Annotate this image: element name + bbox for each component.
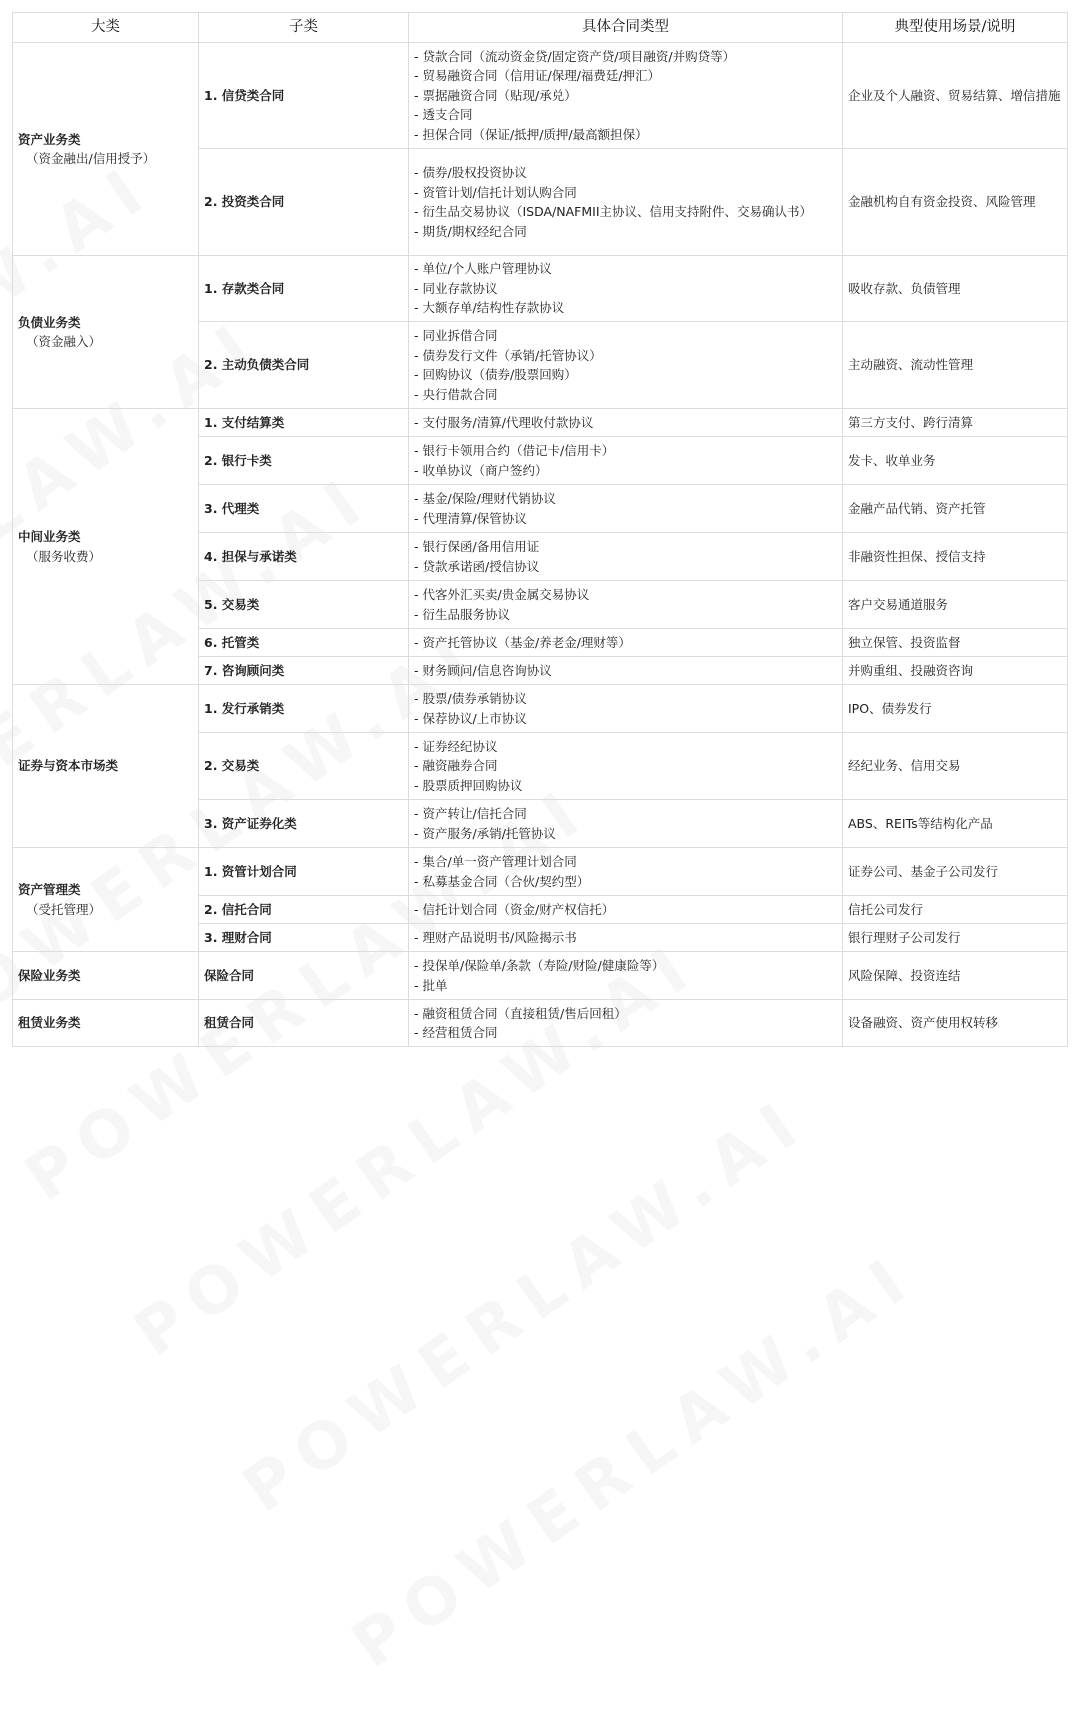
contract-type-item: - 资产转让/信托合同 (414, 806, 527, 821)
contract-types-cell (409, 848, 843, 896)
contract-type-item: - 代客外汇买卖/贵金属交易协议 (414, 587, 590, 602)
category-cell (13, 952, 199, 1000)
subcategory-cell: 1. 发行承销类 (199, 685, 409, 733)
subcategory-cell: 7. 咨询顾问类 (199, 657, 409, 685)
contract-types-cell (409, 924, 843, 952)
contract-type-item: - 同业拆借合同 (414, 328, 498, 343)
contract-type-item: - 融资融券合同 (414, 758, 498, 774)
contract-type-item: - 基金/保险/理财代销协议 (414, 491, 556, 506)
contract-types-cell (409, 629, 843, 657)
subcategory-cell: 1. 存款类合同 (199, 256, 409, 322)
subcategory-cell: 2. 交易类 (199, 733, 409, 800)
contract-type-item: - 贷款承诺函/授信协议 (414, 558, 540, 574)
header-category: 大类 (13, 13, 199, 43)
contract-type-item: - 资产服务/承销/托管协议 (414, 825, 556, 841)
subcategory-cell: 4. 担保与承诺类 (199, 533, 409, 581)
category-cell (13, 409, 199, 685)
subcategory-cell: 3. 资产证券化类 (199, 800, 409, 848)
subcategory-cell: 1. 资管计划合同 (199, 848, 409, 896)
table-row (13, 952, 1068, 1000)
usage-cell: 发卡、收单业务 (843, 437, 1068, 485)
contract-type-item: - 保荐协议/上市协议 (414, 710, 527, 726)
contract-type-item: - 单位/个人账户管理协议 (414, 261, 552, 277)
table-row (13, 685, 1068, 733)
contract-type-item: - 债券发行文件（承销/托管协议） (414, 347, 602, 363)
usage-cell: 第三方支付、跨行清算 (843, 409, 1068, 437)
contract-types-cell (409, 149, 843, 256)
category-name: 证券与资本市场类 (18, 758, 119, 774)
header-subcategory: 子类 (199, 13, 409, 43)
contract-types-cell (409, 685, 843, 733)
subcategory-cell: 3. 代理类 (199, 485, 409, 533)
contract-types-cell (409, 256, 843, 322)
table-row (13, 256, 1068, 322)
header-row (13, 13, 1068, 43)
category-cell (13, 1000, 199, 1047)
category-name: 资产业务类 (18, 131, 81, 147)
contract-type-item: - 财务顾问/信息咨询协议 (414, 662, 552, 678)
usage-cell: 主动融资、流动性管理 (843, 322, 1068, 409)
contract-type-item: - 银行卡领用合约（借记卡/信用卡） (414, 443, 615, 458)
category-cell (13, 256, 199, 409)
usage-cell: IPO、债券发行 (843, 685, 1068, 733)
category-cell (13, 43, 199, 256)
contract-type-item: - 担保合同（保证/抵押/质押/最高额担保） (414, 126, 648, 142)
category-note: （服务收费） (26, 548, 102, 564)
contract-type-item: - 贷款合同（流动资金贷/固定资产贷/项目融资/并购贷等） (414, 48, 736, 64)
contract-type-item: - 贸易融资合同（信用证/保理/福费廷/押汇） (414, 68, 661, 84)
usage-cell: 企业及个人融资、贸易结算、增信措施 (843, 43, 1068, 149)
contract-type-item: - 融资租赁合同（直接租赁/售后回租） (414, 1005, 627, 1021)
contract-types-cell (409, 896, 843, 924)
table-row (13, 43, 1068, 149)
subcategory-cell: 2. 主动负债类合同 (199, 322, 409, 409)
contract-type-item: - 投保单/保险单/条款（寿险/财险/健康险等） (414, 958, 665, 973)
contract-type-item: - 透支合同 (414, 107, 473, 123)
category-name: 中间业务类 (18, 529, 81, 544)
table-row (13, 1000, 1068, 1047)
contract-type-item: - 收单协议（商户签约） (414, 462, 548, 478)
subcategory-cell: 2. 银行卡类 (199, 437, 409, 485)
contract-type-item: - 回购协议（债券/股票回购） (414, 367, 577, 382)
category-name: 保险业务类 (18, 967, 81, 983)
category-name: 资产管理类 (18, 882, 81, 897)
category-name: 租赁业务类 (18, 1015, 81, 1031)
contract-type-item: - 股票质押回购协议 (414, 777, 523, 793)
contract-type-item: - 集合/单一资产管理计划合同 (414, 854, 577, 869)
contract-types-cell (409, 409, 843, 437)
header-contract-types: 具体合同类型 (409, 13, 843, 43)
category-cell (13, 685, 199, 848)
contract-type-item: - 衍生品交易协议（ISDA/NAFMII主协议、信用支持附件、交易确认书） (414, 204, 813, 219)
contract-types-cell (409, 485, 843, 533)
contract-type-item: - 证券经纪协议 (414, 738, 498, 754)
contract-type-item: - 票据融资合同（贴现/承兑） (414, 87, 577, 103)
contract-type-item: - 经营租赁合同 (414, 1025, 498, 1040)
contract-type-item: - 衍生品服务协议 (414, 606, 510, 622)
usage-cell: 金融产品代销、资产托管 (843, 485, 1068, 533)
usage-cell: 设备融资、资产使用权转移 (843, 1000, 1068, 1047)
usage-cell: 吸收存款、负债管理 (843, 256, 1068, 322)
contract-type-item: - 股票/债券承销协议 (414, 691, 527, 706)
contract-type-item: - 央行借款合同 (414, 386, 498, 402)
table-row (13, 848, 1068, 896)
header-usage: 典型使用场景/说明 (843, 13, 1068, 43)
contract-types-table (12, 12, 1068, 1047)
contract-types-cell (409, 1000, 843, 1047)
category-note: （资金融入） (26, 334, 102, 349)
contract-type-item: - 资产托管协议（基金/养老金/理财等） (414, 634, 631, 650)
subcategory-cell: 保险合同 (199, 952, 409, 1000)
usage-cell: 信托公司发行 (843, 896, 1068, 924)
category-note: （资金融出/信用授予） (26, 151, 156, 166)
contract-type-item: - 支付服务/清算/代理收付款协议 (414, 414, 594, 430)
contract-types-cell (409, 533, 843, 581)
contract-type-item: - 资管计划/信托计划认购合同 (414, 184, 577, 200)
contract-type-item: - 代理清算/保管协议 (414, 510, 527, 526)
contract-type-item: - 同业存款协议 (414, 280, 498, 296)
category-name: 负债业务类 (18, 314, 81, 330)
contract-types-cell (409, 733, 843, 800)
category-cell (13, 848, 199, 952)
subcategory-cell: 5. 交易类 (199, 581, 409, 629)
subcategory-cell: 2. 投资类合同 (199, 149, 409, 256)
usage-cell: 并购重组、投融资咨询 (843, 657, 1068, 685)
subcategory-cell: 2. 信托合同 (199, 896, 409, 924)
contract-types-cell (409, 800, 843, 848)
subcategory-cell: 6. 托管类 (199, 629, 409, 657)
usage-cell: 非融资性担保、授信支持 (843, 533, 1068, 581)
usage-cell: 客户交易通道服务 (843, 581, 1068, 629)
category-note: （受托管理） (26, 901, 102, 917)
contract-types-cell (409, 952, 843, 1000)
contract-type-item: - 期货/期权经纪合同 (414, 223, 527, 239)
contract-types-cell (409, 581, 843, 629)
contract-type-item: - 信托计划合同（资金/财产权信托） (414, 901, 615, 917)
usage-cell: ABS、REITs等结构化产品 (843, 800, 1068, 848)
contract-types-cell (409, 657, 843, 685)
usage-cell: 银行理财子公司发行 (843, 924, 1068, 952)
subcategory-cell: 1. 信贷类合同 (199, 43, 409, 149)
usage-cell: 独立保管、投资监督 (843, 629, 1068, 657)
contract-types-cell (409, 43, 843, 149)
contract-type-item: - 理财产品说明书/风险揭示书 (414, 929, 577, 945)
usage-cell: 证券公司、基金子公司发行 (843, 848, 1068, 896)
table-row (13, 409, 1068, 437)
subcategory-cell: 1. 支付结算类 (199, 409, 409, 437)
contract-type-item: - 债券/股权投资协议 (414, 165, 527, 180)
usage-cell: 金融机构自有资金投资、风险管理 (843, 149, 1068, 256)
contract-type-item: - 银行保函/备用信用证 (414, 539, 540, 554)
usage-cell: 风险保障、投资连结 (843, 952, 1068, 1000)
subcategory-cell: 3. 理财合同 (199, 924, 409, 952)
contract-type-item: - 大额存单/结构性存款协议 (414, 300, 565, 316)
usage-cell: 经纪业务、信用交易 (843, 733, 1068, 800)
contract-types-cell (409, 322, 843, 409)
contract-type-item: - 私募基金合同（合伙/契约型） (414, 873, 590, 889)
subcategory-cell: 租赁合同 (199, 1000, 409, 1047)
contract-type-item: - 批单 (414, 977, 448, 993)
contract-types-cell (409, 437, 843, 485)
